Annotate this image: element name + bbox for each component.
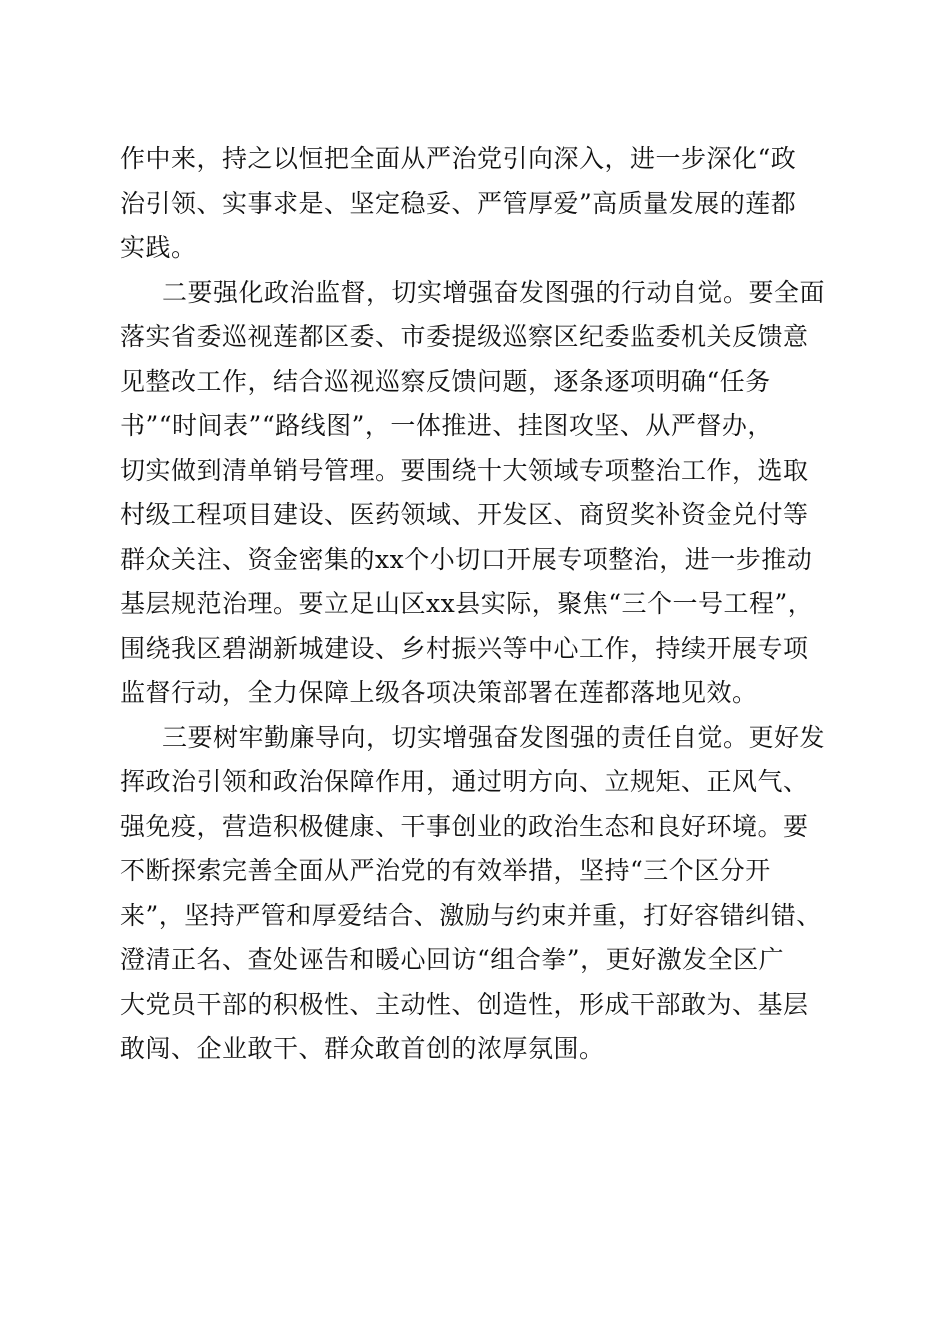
paragraph-political-supervision — [120, 271, 840, 716]
text-line: 群众关注、资金密集的xx个小切口开展专项整治，进一步推动 — [120, 544, 813, 574]
text-line: 来”，坚持严管和厚爱结合、激励与约束并重，打好容错纠错、 — [120, 900, 822, 930]
text-line: 监督行动，全力保障上级各项决策部署在莲都落地见效。 — [120, 678, 758, 707]
text-line: 书”“时间表”“路线图”，一体推进、挂图攻坚、从严督办， — [120, 411, 773, 440]
text-line: 落实省委巡视莲都区委、市委提级巡察区纪委监委机关反馈意 — [120, 322, 809, 351]
text-line: 村级工程项目建设、医药领域、开发区、商贸奖补资金兑付等 — [120, 500, 809, 529]
text-line-first: 二要强化政治监督，切实增强奋发图强的行动自觉。要全面 — [162, 277, 826, 307]
text-line: 作中来，持之以恒把全面从严治党引向深入，进一步深化“政 — [120, 144, 797, 173]
text-line: 实践。 — [120, 233, 197, 262]
paragraph-continuation — [120, 137, 840, 271]
text-line: 基层规范治理。要立足山区xx县实际，聚焦“三个一号工程”， — [120, 589, 814, 618]
text-line: 切实做到清单销号管理。要围绕十大领域专项整治工作，选取 — [120, 455, 809, 485]
text-line: 见整改工作，结合巡视巡察反馈问题，逐条逐项明确“任务 — [120, 366, 771, 396]
text-line: 敢闯、企业敢干、群众敢首创的浓厚氛围。 — [120, 1034, 605, 1063]
text-line-first: 三要树牢勤廉导向，切实增强奋发图强的责任自觉。更好发 — [162, 722, 826, 752]
text-line: 挥政治引领和政治保障作用，通过明方向、立规矩、正风气、 — [120, 767, 809, 796]
text-line: 澄清正名、查处诬告和暖心回访“组合拳”，更好激发全区广 — [120, 945, 785, 974]
text-line: 治引领、实事求是、坚定稳妥、严管厚爱”高质量发展的莲都 — [120, 188, 797, 218]
text-line: 围绕我区碧湖新城建设、乡村振兴等中心工作，持续开展专项 — [120, 633, 809, 663]
text-line: 不断探索完善全面从严治党的有效举措，坚持“三个区分开 — [120, 856, 771, 885]
text-line: 大党员干部的积极性、主动性、创造性，形成干部敢为、基层 — [120, 989, 809, 1019]
text-line: 强免疫，营造积极健康、干事创业的政治生态和良好环境。要 — [120, 811, 809, 841]
document-body — [120, 137, 840, 1072]
paragraph-integrity-orientation — [120, 716, 840, 1072]
